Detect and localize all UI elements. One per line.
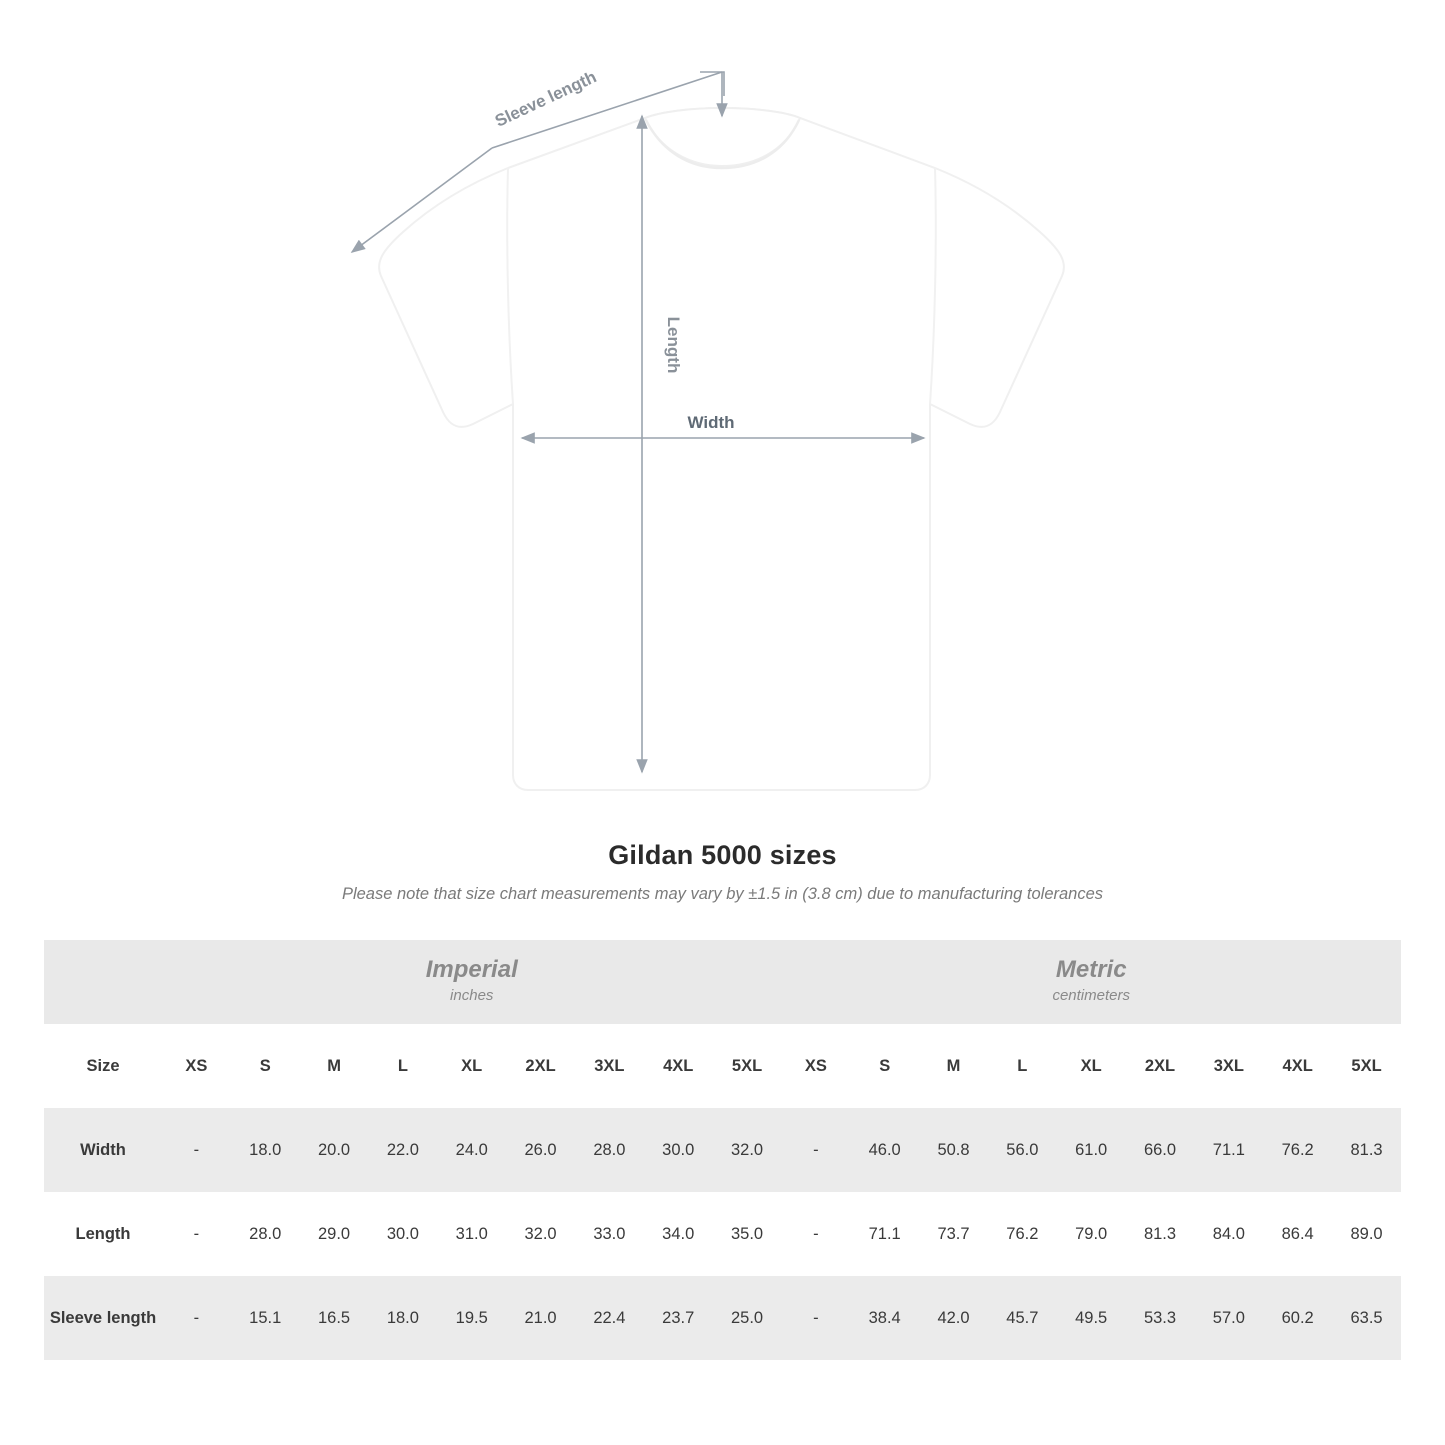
cell-width-imp-xs: - — [162, 1108, 231, 1192]
cell-sleeve-met-xs: - — [781, 1276, 850, 1360]
table-row-sleeve-length — [44, 1276, 1401, 1360]
size-header-row — [44, 1024, 1401, 1108]
size-col-metric-3xl: 3XL — [1194, 1024, 1263, 1108]
cell-sleeve-met-xl: 49.5 — [1057, 1276, 1126, 1360]
cell-sleeve-imp-4xl: 23.7 — [644, 1276, 713, 1360]
page-subtitle: Please note that size chart measurements may vary by ±1.5 in (3.8 cm) due to manufacturing tolerances — [341, 885, 1104, 903]
size-col-metric-5xl: 5XL — [1332, 1024, 1401, 1108]
unit-band-spacer — [44, 940, 162, 1024]
unit-band-row — [44, 940, 1401, 1024]
cell-width-imp-s: 18.0 — [231, 1108, 300, 1192]
cell-sleeve-met-l: 45.7 — [988, 1276, 1057, 1360]
cell-length-met-3xl: 84.0 — [1194, 1192, 1263, 1276]
size-col-imperial-4xl: 4XL — [644, 1024, 713, 1108]
cell-width-met-4xl: 76.2 — [1263, 1108, 1332, 1192]
cell-width-met-l: 56.0 — [988, 1108, 1057, 1192]
cell-length-imp-s: 28.0 — [231, 1192, 300, 1276]
cell-length-met-m: 73.7 — [919, 1192, 988, 1276]
row-label-width: Width — [44, 1108, 162, 1192]
cell-length-imp-5xl: 35.0 — [713, 1192, 782, 1276]
cell-length-imp-xl: 31.0 — [437, 1192, 506, 1276]
unit-sub-metric: centimeters — [1052, 986, 1130, 1004]
cell-length-met-l: 76.2 — [988, 1192, 1057, 1276]
cell-length-met-2xl: 81.3 — [1126, 1192, 1195, 1276]
size-col-metric-m: M — [919, 1024, 988, 1108]
unit-header-imperial — [162, 940, 781, 1024]
size-col-metric-xs: XS — [781, 1024, 850, 1108]
cell-width-met-s: 46.0 — [850, 1108, 919, 1192]
cell-length-met-s: 71.1 — [850, 1192, 919, 1276]
size-col-imperial-xl: XL — [437, 1024, 506, 1108]
cell-width-imp-xl: 24.0 — [437, 1108, 506, 1192]
cell-length-imp-xs: - — [162, 1192, 231, 1276]
cell-width-imp-4xl: 30.0 — [644, 1108, 713, 1192]
cell-sleeve-imp-l: 18.0 — [368, 1276, 437, 1360]
size-header-label: Size — [44, 1024, 162, 1108]
sleeve-length-label: Sleeve length — [491, 67, 600, 131]
cell-sleeve-met-s: 38.4 — [850, 1276, 919, 1360]
size-col-imperial-xs: XS — [162, 1024, 231, 1108]
cell-sleeve-met-3xl: 57.0 — [1194, 1276, 1263, 1360]
size-col-imperial-m: M — [300, 1024, 369, 1108]
size-col-metric-xl: XL — [1057, 1024, 1126, 1108]
cell-width-imp-2xl: 26.0 — [506, 1108, 575, 1192]
cell-length-met-xs: - — [781, 1192, 850, 1276]
cell-width-imp-l: 22.0 — [368, 1108, 437, 1192]
size-col-imperial-s: S — [231, 1024, 300, 1108]
cell-sleeve-imp-m: 16.5 — [300, 1276, 369, 1360]
size-col-imperial-5xl: 5XL — [713, 1024, 782, 1108]
cell-sleeve-imp-xs: - — [162, 1276, 231, 1360]
row-label-length: Length — [44, 1192, 162, 1276]
size-col-imperial-3xl: 3XL — [575, 1024, 644, 1108]
cell-length-imp-3xl: 33.0 — [575, 1192, 644, 1276]
cell-sleeve-met-2xl: 53.3 — [1126, 1276, 1195, 1360]
cell-length-met-4xl: 86.4 — [1263, 1192, 1332, 1276]
tshirt-shape — [379, 108, 1064, 790]
cell-width-imp-5xl: 32.0 — [713, 1108, 782, 1192]
unit-name-metric: Metric — [1055, 956, 1127, 984]
cell-sleeve-imp-2xl: 21.0 — [506, 1276, 575, 1360]
unit-name-imperial: Imperial — [425, 956, 518, 984]
cell-width-met-xs: - — [781, 1108, 850, 1192]
size-col-imperial-2xl: 2XL — [506, 1024, 575, 1108]
width-label: Width — [687, 413, 735, 432]
size-col-metric-2xl: 2XL — [1126, 1024, 1195, 1108]
size-col-metric-s: S — [850, 1024, 919, 1108]
cell-length-imp-4xl: 34.0 — [644, 1192, 713, 1276]
cell-length-met-xl: 79.0 — [1057, 1192, 1126, 1276]
cell-length-met-5xl: 89.0 — [1332, 1192, 1401, 1276]
cell-width-imp-m: 20.0 — [300, 1108, 369, 1192]
cell-sleeve-imp-5xl: 25.0 — [713, 1276, 782, 1360]
cell-sleeve-met-5xl: 63.5 — [1332, 1276, 1401, 1360]
size-table-wrapper — [0, 940, 1445, 1360]
cell-width-met-m: 50.8 — [919, 1108, 988, 1192]
cell-width-met-xl: 61.0 — [1057, 1108, 1126, 1192]
cell-sleeve-met-4xl: 60.2 — [1263, 1276, 1332, 1360]
page-title: Gildan 5000 sizes — [608, 840, 837, 870]
size-col-metric-l: L — [988, 1024, 1057, 1108]
cell-length-imp-m: 29.0 — [300, 1192, 369, 1276]
table-row-width — [44, 1108, 1401, 1192]
cell-length-imp-l: 30.0 — [368, 1192, 437, 1276]
cell-length-imp-2xl: 32.0 — [506, 1192, 575, 1276]
length-label: Length — [664, 316, 683, 374]
unit-sub-imperial: inches — [450, 986, 494, 1004]
row-label-sleeve-length: Sleeve length — [44, 1276, 162, 1360]
cell-width-imp-3xl: 28.0 — [575, 1108, 644, 1192]
cell-sleeve-met-m: 42.0 — [919, 1276, 988, 1360]
unit-header-metric — [781, 940, 1401, 1024]
cell-sleeve-imp-3xl: 22.4 — [575, 1276, 644, 1360]
cell-sleeve-imp-xl: 19.5 — [437, 1276, 506, 1360]
cell-sleeve-imp-s: 15.1 — [231, 1276, 300, 1360]
cell-width-met-2xl: 66.0 — [1126, 1108, 1195, 1192]
size-col-metric-4xl: 4XL — [1263, 1024, 1332, 1108]
table-row-length — [44, 1192, 1401, 1276]
cell-width-met-5xl: 81.3 — [1332, 1108, 1401, 1192]
size-table — [44, 940, 1401, 1360]
cell-width-met-3xl: 71.1 — [1194, 1108, 1263, 1192]
size-col-imperial-l: L — [368, 1024, 437, 1108]
